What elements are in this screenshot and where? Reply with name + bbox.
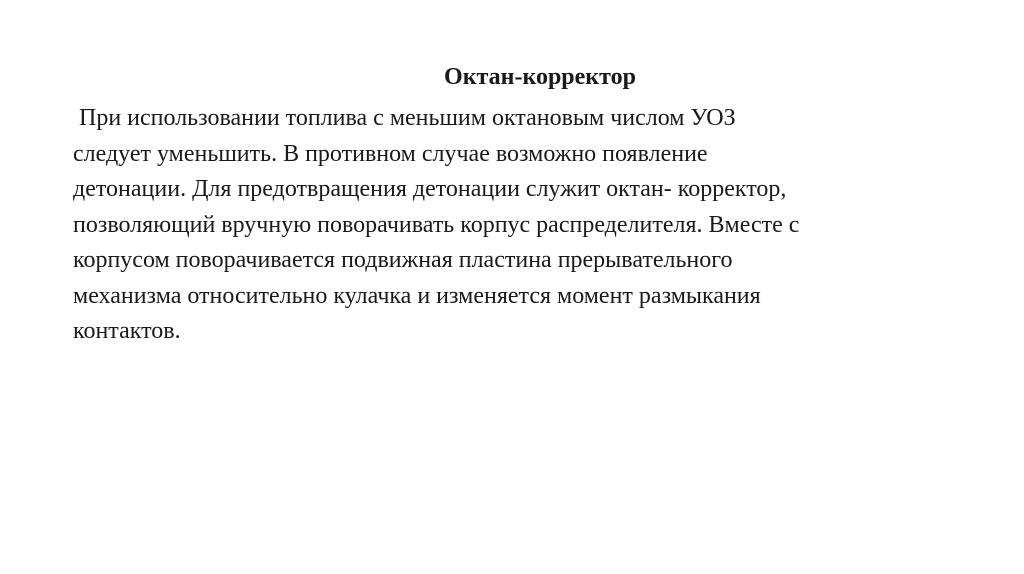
slide-title: Октан-корректор — [444, 64, 636, 90]
body-line: позволяющий вручную поворачивать корпус распределителя. Вместе с — [73, 211, 800, 238]
slide-body-text — [73, 101, 799, 350]
body-line: контактов. — [73, 318, 181, 344]
body-line: следует уменьшить. В противном случае возможно появление — [73, 140, 708, 167]
body-line: детонации. Для предотвращения детонации служит октан- корректор, — [73, 176, 787, 202]
body-line: механизма относительно кулачка и изменяется момент размыкания — [73, 282, 761, 309]
body-line: При использовании топлива с меньшим октановым числом УОЗ — [73, 105, 736, 131]
body-line: корпусом поворачивается подвижная пластина прерывательного — [73, 247, 733, 273]
